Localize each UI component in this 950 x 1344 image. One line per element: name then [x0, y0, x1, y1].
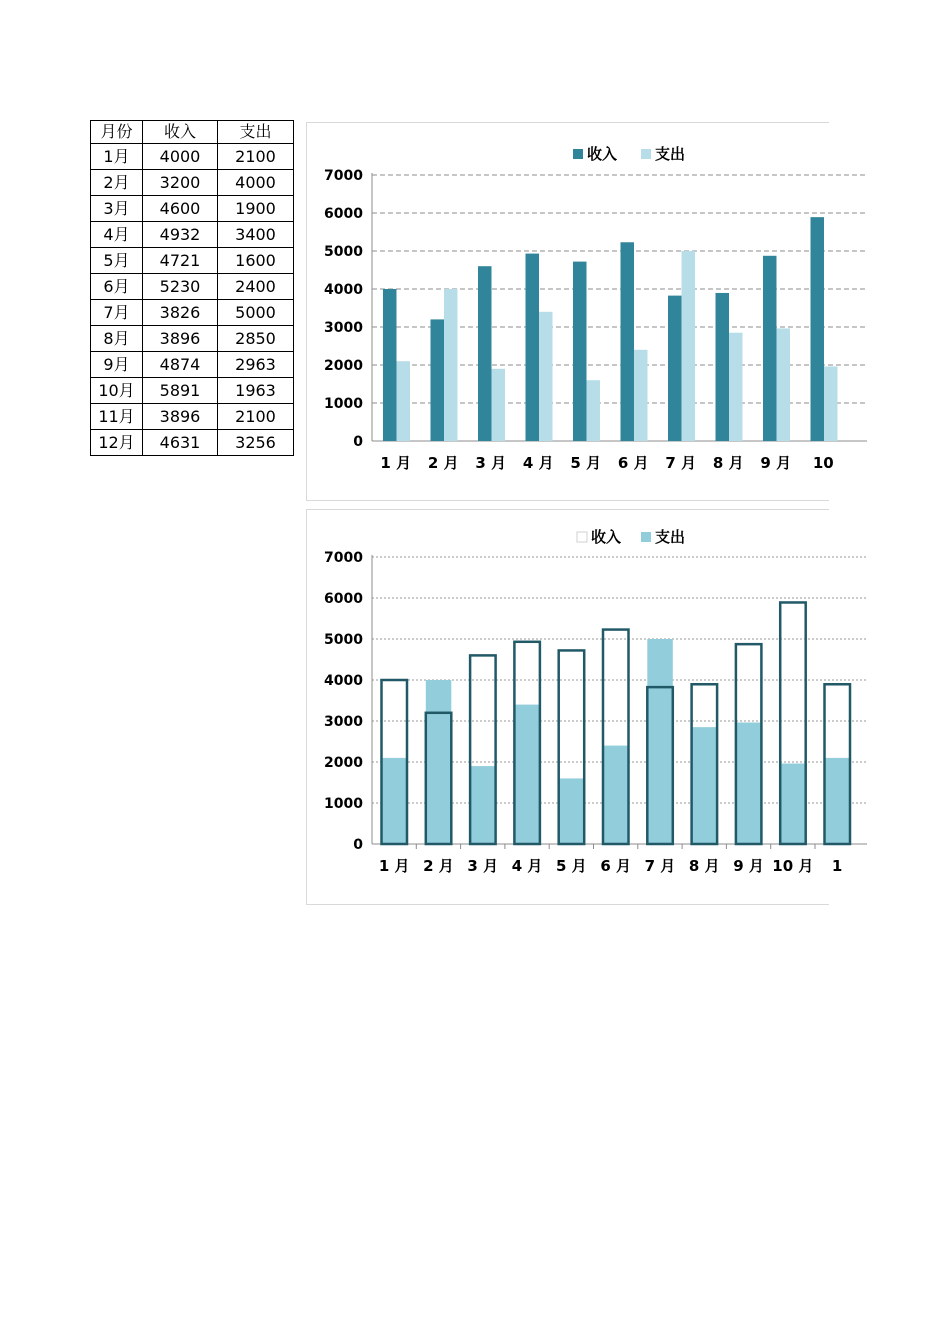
- legend-label-income: 收入: [587, 145, 618, 163]
- y-tick-label: 6000: [324, 591, 363, 607]
- cell-expense: 2100: [218, 404, 294, 430]
- x-tick-label: 2 月: [427, 454, 459, 472]
- y-tick-label: 2000: [324, 358, 363, 374]
- cell-income: 4600: [143, 196, 218, 222]
- y-tick-label: 5000: [324, 244, 363, 260]
- bar-income: [431, 319, 445, 441]
- legend-swatch-income: [577, 532, 587, 542]
- cell-month: 4月: [91, 222, 143, 248]
- bar-income: [383, 289, 397, 441]
- bar-expense: [444, 289, 458, 441]
- table-row: [91, 352, 294, 378]
- y-tick-label: 3000: [324, 320, 363, 336]
- cell-expense: 2400: [218, 274, 294, 300]
- x-tick-label: 6 月: [617, 454, 649, 472]
- cell-income: 3896: [143, 404, 218, 430]
- overlapped-bar-chart[interactable]: [306, 509, 843, 905]
- cell-expense: 2850: [218, 326, 294, 352]
- cell-income: 4631: [143, 430, 218, 456]
- cell-month: 9月: [91, 352, 143, 378]
- bar-income: [478, 266, 492, 441]
- bar-expense: [692, 727, 718, 844]
- cell-income: 4932: [143, 222, 218, 248]
- cell-expense: 1600: [218, 248, 294, 274]
- x-tick-label: 2 月: [423, 857, 454, 875]
- bar-expense: [777, 328, 791, 441]
- bar-expense: [780, 764, 806, 844]
- y-tick-label: 0: [353, 434, 363, 450]
- x-tick-label: 4 月: [522, 454, 554, 472]
- bar-expense: [603, 746, 629, 844]
- x-tick-label: 8 月: [712, 454, 744, 472]
- data-table: [90, 120, 294, 456]
- cell-income: 4000: [143, 144, 218, 170]
- bar-expense: [647, 639, 673, 844]
- cell-income: 3896: [143, 326, 218, 352]
- table-row: [91, 144, 294, 170]
- x-tick-label: 3 月: [475, 454, 507, 472]
- y-tick-label: 6000: [324, 206, 363, 222]
- table-row: [91, 326, 294, 352]
- cell-month: 1月: [91, 144, 143, 170]
- bar-income: [716, 293, 730, 441]
- y-tick-label: 4000: [324, 282, 363, 298]
- bar-income: [621, 242, 635, 441]
- x-tick-label: 1 月: [380, 454, 412, 472]
- bar-income: [763, 256, 777, 441]
- y-tick-label: 1000: [324, 796, 363, 812]
- x-tick-label: 7 月: [644, 857, 676, 875]
- legend-swatch-income: [573, 149, 583, 159]
- cell-income: 4874: [143, 352, 218, 378]
- table-row: [91, 274, 294, 300]
- cell-month: 7月: [91, 300, 143, 326]
- bar-expense: [824, 366, 838, 441]
- table-header-row: [91, 121, 294, 144]
- y-tick-label: 3000: [324, 714, 363, 730]
- x-tick-label: 4 月: [511, 857, 543, 875]
- cell-expense: 4000: [218, 170, 294, 196]
- x-tick-label: 8 月: [688, 857, 720, 875]
- legend-label-income: 收入: [591, 528, 622, 546]
- cell-expense: 1900: [218, 196, 294, 222]
- bar-income: [573, 262, 587, 441]
- x-tick-label: 9 月: [733, 857, 764, 875]
- header-income: 收入: [143, 121, 218, 144]
- cell-expense: 2963: [218, 352, 294, 378]
- x-tick-label: 3 月: [467, 857, 499, 875]
- x-tick-label: 5 月: [570, 454, 602, 472]
- table-body: [91, 144, 294, 456]
- cell-month: 10月: [91, 378, 143, 404]
- bar-expense: [729, 333, 743, 441]
- legend-swatch-expense: [641, 149, 651, 159]
- bar-expense: [470, 766, 496, 844]
- y-tick-label: 4000: [324, 673, 363, 689]
- y-tick-label: 5000: [324, 632, 363, 648]
- bar-income: [668, 296, 682, 441]
- cell-month: 2月: [91, 170, 143, 196]
- x-tick-label: 10 月: [772, 857, 814, 875]
- bar-expense: [634, 350, 648, 441]
- cell-month: 11月: [91, 404, 143, 430]
- bar-income: [526, 254, 540, 441]
- cell-month: 12月: [91, 430, 143, 456]
- header-month: 月份: [91, 121, 143, 144]
- cell-expense: 3400: [218, 222, 294, 248]
- cell-income: 3826: [143, 300, 218, 326]
- table-row: [91, 430, 294, 456]
- header-expense: 支出: [218, 121, 294, 144]
- x-tick-label: 1: [831, 857, 843, 875]
- cell-expense: 5000: [218, 300, 294, 326]
- x-tick-label: 1 月: [378, 857, 410, 875]
- cell-expense: 1963: [218, 378, 294, 404]
- x-tick-label: 5 月: [556, 857, 587, 875]
- cell-income: 4721: [143, 248, 218, 274]
- y-tick-label: 1000: [324, 396, 363, 412]
- cell-income: 5891: [143, 378, 218, 404]
- bar-expense: [825, 758, 851, 844]
- cell-expense: 3256: [218, 430, 294, 456]
- table-row: [91, 404, 294, 430]
- y-tick-label: 7000: [324, 550, 363, 566]
- x-tick-label: 6 月: [600, 857, 631, 875]
- table-row: [91, 300, 294, 326]
- cell-income: 3200: [143, 170, 218, 196]
- bar-expense: [587, 380, 601, 441]
- table-row: [91, 222, 294, 248]
- chart1-svg: [307, 123, 834, 500]
- bar-expense: [559, 778, 585, 844]
- legend-label-expense: 支出: [655, 528, 686, 546]
- bar-expense: [539, 312, 553, 441]
- bar-expense: [492, 369, 506, 441]
- table-row: [91, 378, 294, 404]
- cell-month: 6月: [91, 274, 143, 300]
- y-tick-label: 0: [353, 837, 363, 853]
- cell-month: 8月: [91, 326, 143, 352]
- legend-label-expense: 支出: [655, 145, 686, 163]
- bar-expense: [514, 705, 540, 844]
- y-tick-label: 2000: [324, 755, 363, 771]
- cell-income: 5230: [143, 274, 218, 300]
- clustered-bar-chart[interactable]: [306, 122, 834, 501]
- legend-swatch-expense: [641, 532, 651, 542]
- cell-month: 3月: [91, 196, 143, 222]
- cell-expense: 2100: [218, 144, 294, 170]
- bar-expense: [397, 361, 411, 441]
- chart2-svg: [307, 510, 843, 904]
- bar-income: [811, 217, 825, 441]
- x-tick-label: 9 月: [760, 454, 792, 472]
- x-tick-label: 10: [812, 454, 834, 472]
- cell-month: 5月: [91, 248, 143, 274]
- x-tick-label: 7 月: [665, 454, 697, 472]
- bar-expense: [426, 680, 452, 844]
- bar-expense: [382, 758, 408, 844]
- bar-expense: [736, 723, 762, 844]
- table-row: [91, 248, 294, 274]
- table-row: [91, 196, 294, 222]
- y-tick-label: 7000: [324, 168, 363, 184]
- bar-expense: [682, 251, 696, 441]
- table-row: [91, 170, 294, 196]
